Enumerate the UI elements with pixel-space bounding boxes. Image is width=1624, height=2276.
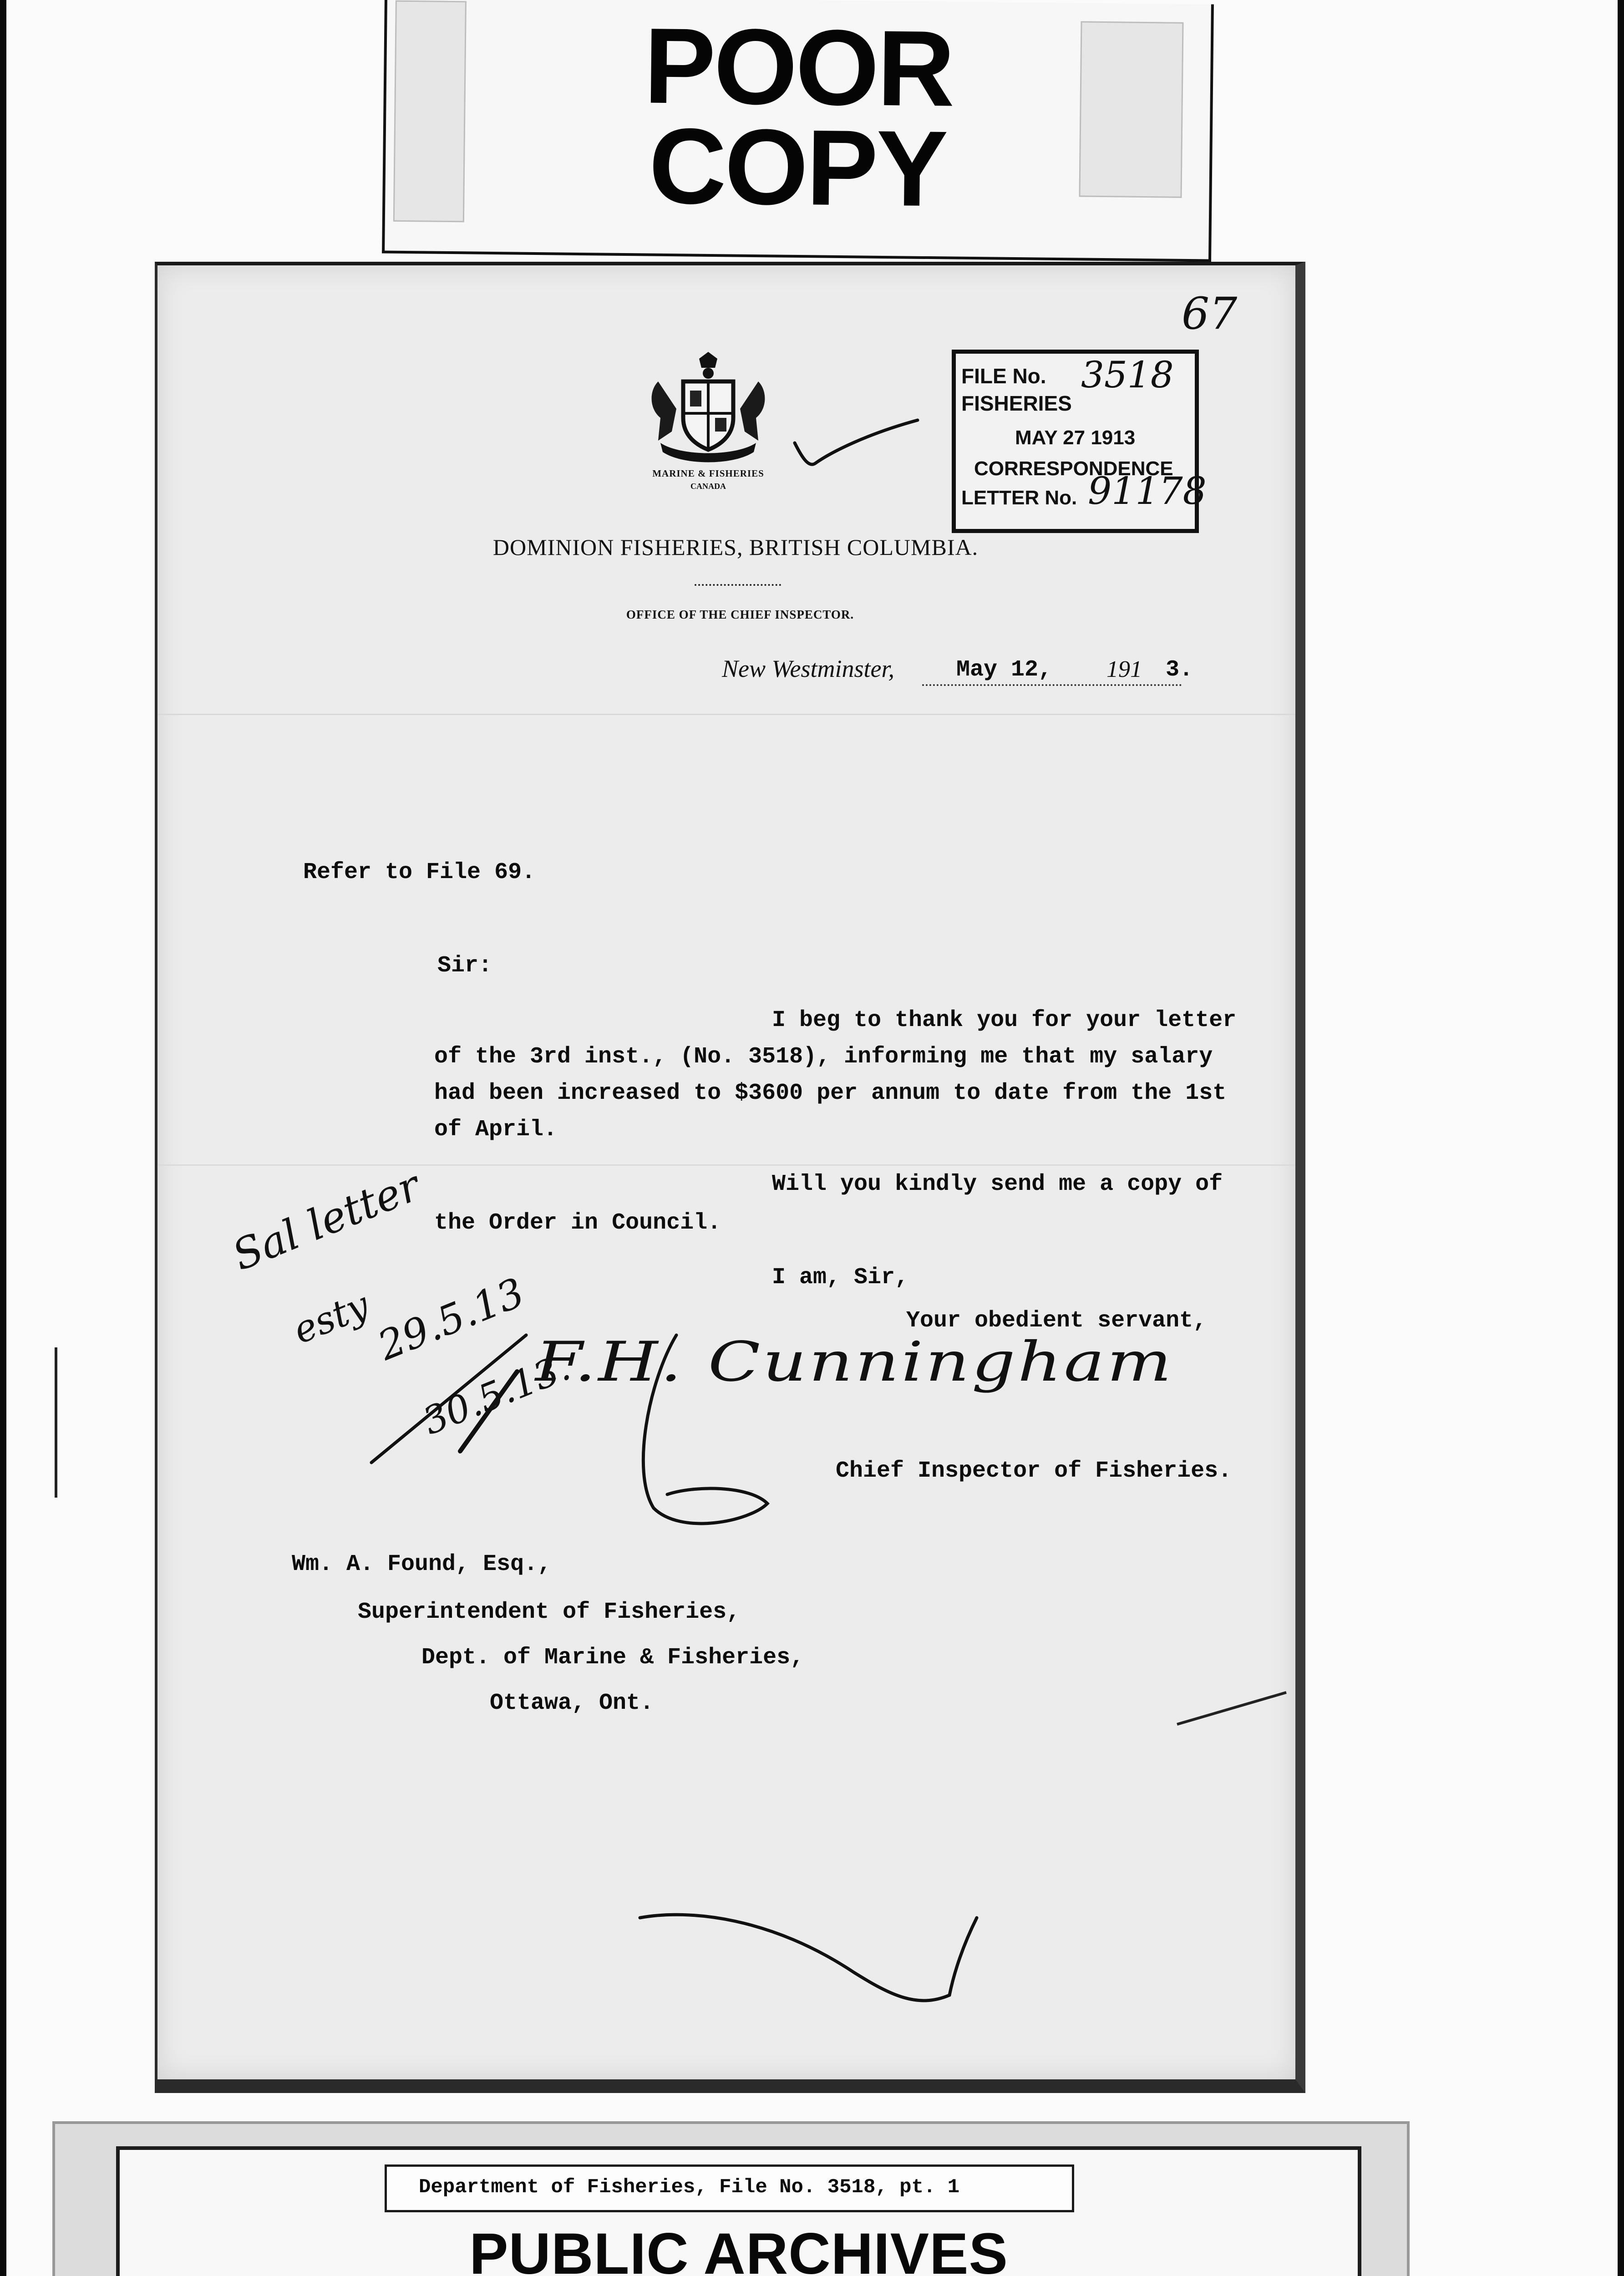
margin-tick-mark: [1172, 1683, 1291, 1738]
stamp-letter-label: LETTER No.: [961, 487, 1077, 509]
paragraph1-line4: of April.: [434, 1117, 558, 1143]
office-line: OFFICE OF THE CHIEF INSPECTOR.: [626, 608, 854, 621]
addressee-title: Superintendent of Fisheries,: [358, 1599, 741, 1625]
date-slash-marks: [367, 1317, 531, 1472]
paragraph1-line2: of the 3rd inst., (No. 3518), informing me that my salary: [434, 1044, 1213, 1070]
letter-sheet: [155, 262, 1305, 2093]
check-mark-icon: [790, 411, 922, 479]
date-underline: [922, 684, 1182, 686]
file-reference-strip: [385, 2164, 1074, 2212]
letter-date: May 12,: [956, 657, 1052, 683]
poor-label-text: POOR: [643, 5, 954, 129]
signature: F.H. Cunningham: [535, 1331, 1174, 1394]
stamp-letter-number: 91178: [1088, 470, 1207, 513]
fold-crease: [157, 1164, 1295, 1166]
stamp-department: FISHERIES: [961, 391, 1072, 415]
year-suffix: 3.: [1166, 657, 1193, 683]
signer-title: Chief Inspector of Fisheries.: [836, 1458, 1232, 1484]
received-stamp: [952, 350, 1207, 533]
crest-motto: MARINE & FISHERIES: [652, 468, 764, 479]
addressee-name: Wm. A. Found, Esq.,: [292, 1551, 552, 1577]
poor-copy-label: [382, 0, 1214, 262]
handwritten-note-line1: Sal letter: [226, 1161, 427, 1280]
stamp-date: MAY 27 1913: [1015, 427, 1136, 449]
crest-country: CANADA: [690, 482, 726, 491]
film-mark: [55, 1347, 57, 1498]
paragraph2-line1: Will you kindly send me a copy of: [772, 1171, 1223, 1197]
paragraph2-line2: the Order in Council.: [434, 1210, 721, 1236]
organization-name: DOMINION FISHERIES, BRITISH COLUMBIA.: [492, 534, 979, 560]
paragraph1-line1: I beg to thank you for your letter: [772, 1007, 1237, 1033]
year-prefix: 191: [1106, 656, 1142, 682]
addressee-city: Ottawa, Ont.: [490, 1690, 654, 1716]
file-reference: Refer to File 69.: [303, 859, 536, 885]
film-border-left: [0, 0, 6, 2276]
fold-crease: [157, 714, 1295, 715]
check-mark-icon: [635, 1890, 1000, 2027]
copy-label-text: COPY: [648, 106, 947, 229]
film-border-right: [1618, 0, 1624, 2276]
file-reference-text: Department of Fisheries, File No. 3518, pt. 1: [419, 2176, 960, 2199]
stamp-file-number: 3518: [1081, 354, 1174, 396]
royal-crest-icon: [640, 350, 776, 486]
stamp-file-label: FILE No.: [961, 364, 1046, 388]
salutation: Sir:: [437, 953, 492, 979]
closing-line1: I am, Sir,: [772, 1265, 909, 1290]
place-label: New Westminster,: [722, 655, 895, 682]
ornament-divider: [695, 584, 781, 589]
archives-line-english: PUBLIC ARCHIVES: [469, 2221, 1008, 2276]
page-number: 67: [1182, 288, 1238, 339]
handwritten-date2: 30.5.13.: [417, 1345, 576, 1444]
handwritten-date1: 29.5.13: [371, 1269, 531, 1370]
stamp-correspondence: CORRESPONDENCE: [974, 457, 1173, 480]
paragraph1-line3: had been increased to $3600 per annum to date from the 1st: [434, 1080, 1227, 1106]
addressee-department: Dept. of Marine & Fisheries,: [421, 1645, 804, 1671]
closing-line2: Your obedient servant,: [906, 1308, 1207, 1334]
handwritten-note-line2: esty: [287, 1283, 376, 1353]
signature-flourish: [613, 1326, 849, 1535]
